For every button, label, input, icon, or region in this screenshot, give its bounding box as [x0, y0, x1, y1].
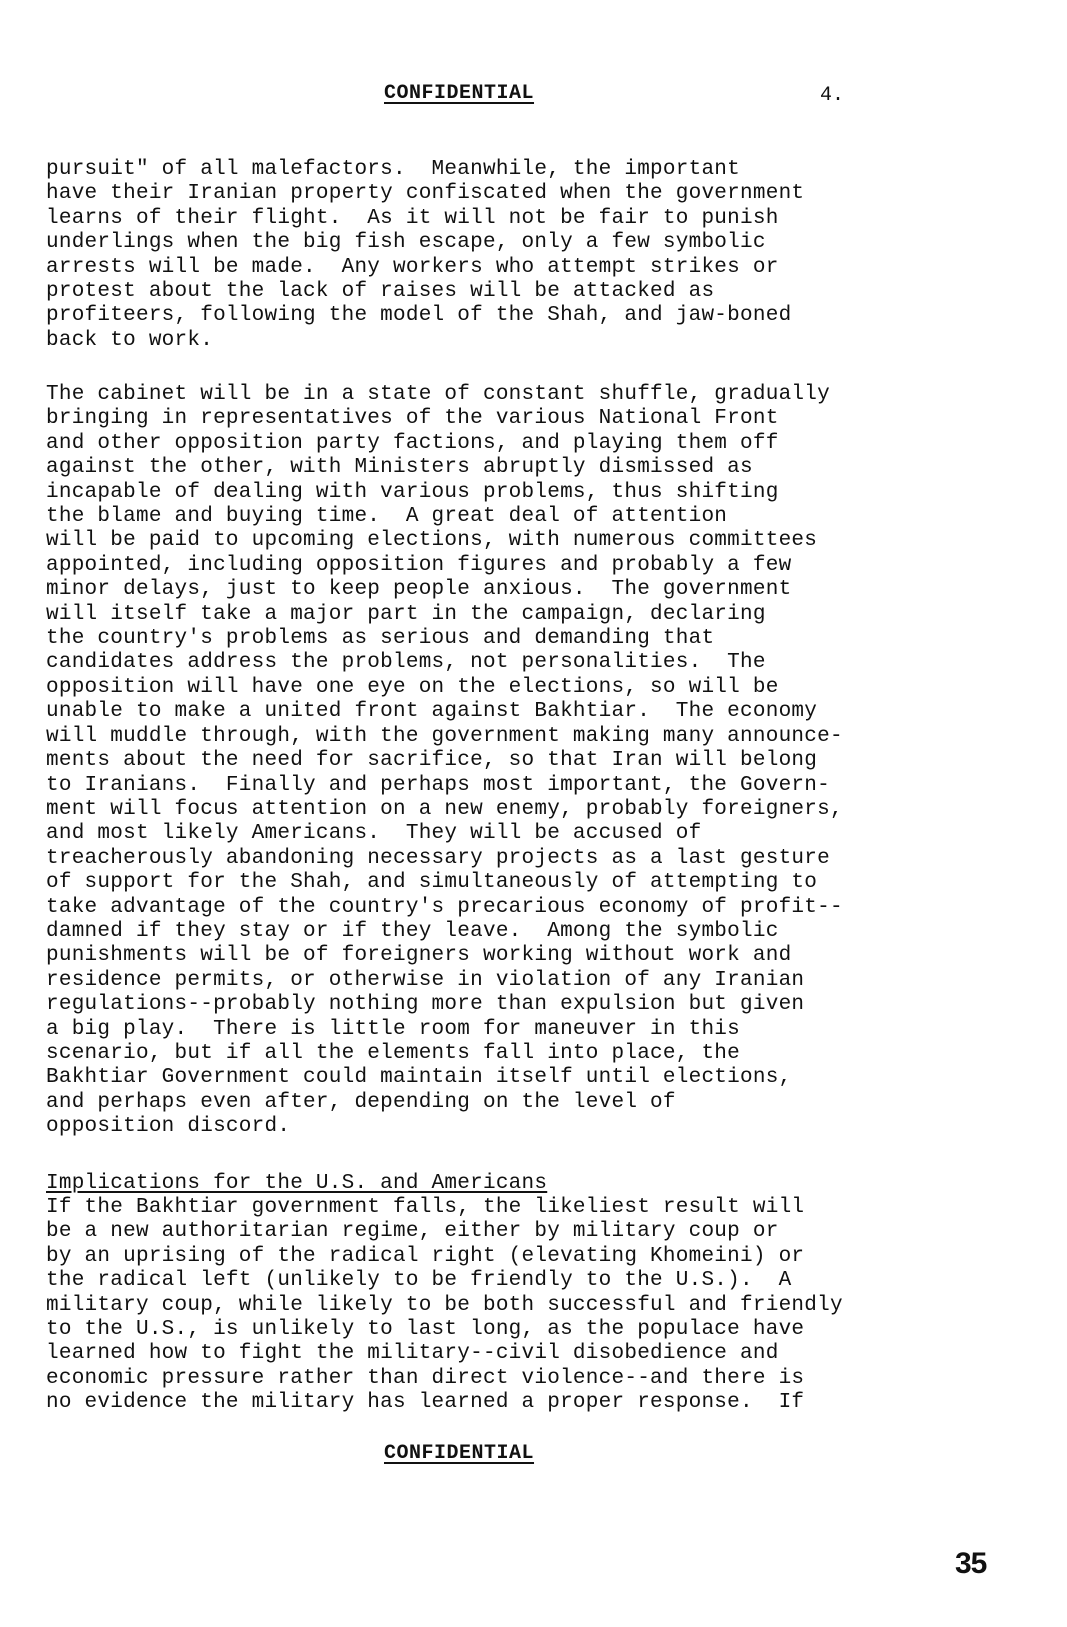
paragraph-implications: If the Bakhtiar government falls, the likeliest result will be a new authoritarian regime, either by military coup or by an uprising of the radical right (elevating Khomeini) or the radical left (unlikely to be friendly to the U.S.). A military coup, while likely to be both successful and friendly to the U.S., is unlikely to last long, as the populace have learned how to fight the military--civil disobedience and economic pressure rather than direct violence--and there is no evidence the military has learned a proper response. If: [46, 1196, 843, 1415]
archive-page-number: 35: [955, 1547, 987, 1580]
classification-header: CONFIDENTIAL: [384, 82, 535, 105]
page-number: 4.: [820, 84, 845, 107]
paragraph-continuation: pursuit" of all malefactors. Meanwhile, the important have their Iranian property confiscated when the government learns of their flight. As it will not be fair to punish underlings when the big fish escape, only a few symbolic arrests will be made. Any workers who attempt strikes or protest about the lack of raises will be attacked as profiteers, following the model of the Shah, and jaw-boned back to work.: [46, 158, 805, 352]
classification-footer: CONFIDENTIAL: [384, 1442, 535, 1465]
paragraph-cabinet: The cabinet will be in a state of constant shuffle, gradually bringing in representatives of the various National Front and other opposition party factions, and playing them off against the other, with Ministers abruptly dismissed as incapable of dealing with various problems, thus shifting the blame and buying time. A great deal of attention will be paid to upcoming elections, with numerous committees appointed, including opposition figures and probably a few minor delays, just to keep people anxious. The government will itself take a major part in the campaign, declaring the country's problems as serious and demanding that candidates address the problems, not personalities. The opposition will have one eye on the elections, so will be unable to make a united front against Bakhtiar. The economy will muddle through, with the government making many announce- ments about the need for sacrifice, so that Iran will belong to Iranians. Finally and perhaps most important, the Govern- ment will focus attention on a new enemy, probably foreigners, and most likely Americans. They will be accused of treacherously abandoning necessary projects as a last gesture of support for the Shah, and simultaneously of attempting to take advantage of the country's precarious economy of profit-- damned if they stay or if they leave. Among the symbolic punishments will be of foreigners working without work and residence permits, or otherwise in violation of any Iranian regulations--probably nothing more than expulsion but given a big play. There is little room for maneuver in this scenario, but if all the elements fall into place, the Bakhtiar Government could maintain itself until elections, and perhaps even after, depending on the level of opposition discord.: [46, 383, 843, 1139]
section-heading: Implications for the U.S. and Americans: [46, 1172, 548, 1195]
